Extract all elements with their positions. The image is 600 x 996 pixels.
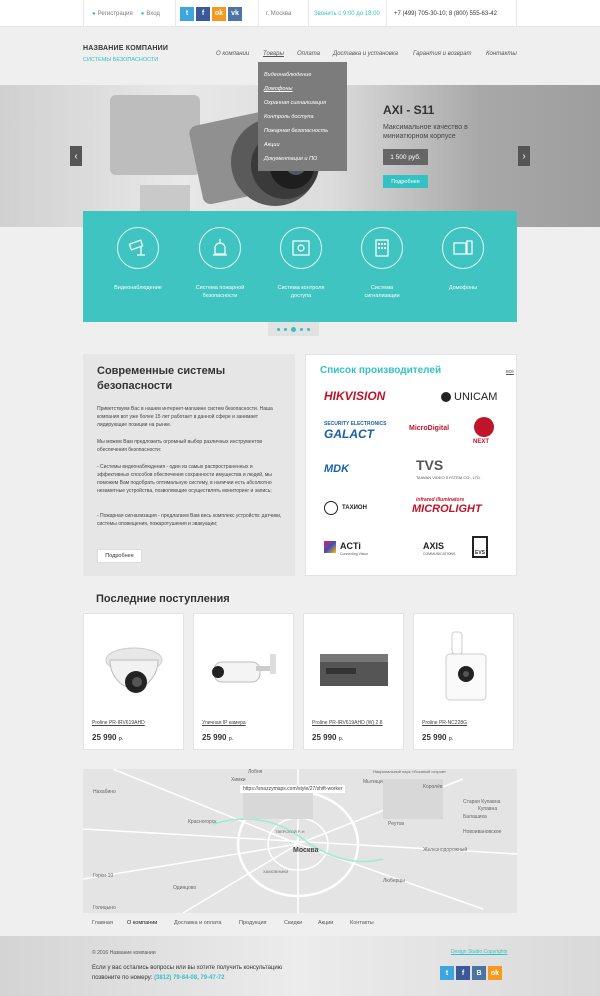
- city-selector[interactable]: г. Москва: [258, 0, 306, 27]
- nav-delivery[interactable]: Доставка и установка: [333, 51, 399, 57]
- product-price: [422, 733, 453, 742]
- product-name[interactable]: Proline PR-IRV619AHD (W) 2.8: [312, 720, 383, 726]
- map-label: Балашиха: [463, 814, 487, 820]
- footer-social: [440, 966, 504, 980]
- map-label: Новоивановское: [463, 829, 502, 835]
- nav-warranty[interactable]: Гарантия и возврат: [413, 51, 472, 57]
- facebook-icon[interactable]: f: [456, 966, 470, 980]
- footer-text-line2: [92, 975, 224, 981]
- map-label: Голицыно: [93, 905, 116, 911]
- feature-alarm-label-2: сигнализации: [364, 293, 400, 299]
- product-price-currency: р.: [118, 736, 124, 742]
- product-name[interactable]: Уличная IP камера: [202, 720, 246, 726]
- dome-camera-image: [94, 624, 175, 712]
- footer-nav-about[interactable]: О компании: [127, 920, 158, 926]
- brand-microlight[interactable]: MICROLIGHT: [412, 503, 482, 515]
- brand-tvs-sub: TAIWAN VIDEO SYSTEM CO., LTD.: [416, 475, 482, 480]
- brand-galact-sub: SECURITY ELECTRONICS: [324, 421, 387, 427]
- keypad-icon: [361, 227, 403, 269]
- map-label: Старая Купавна: [463, 799, 501, 805]
- feature-strip: [83, 211, 517, 322]
- facebook-icon[interactable]: f: [196, 7, 210, 21]
- intercom-icon: [442, 227, 484, 269]
- map-label: Красногорск: [188, 819, 217, 825]
- feature-video[interactable]: [98, 211, 178, 292]
- hero-prev-arrow[interactable]: ‹: [70, 146, 82, 166]
- about-title-line2: безопасности: [97, 380, 173, 392]
- footer-phone: (3812) 79-84-08, 79-47-72: [154, 975, 225, 981]
- manufacturers-title: Список производителей: [320, 365, 442, 376]
- product-price-value: 25 990: [312, 733, 337, 742]
- map-url[interactable]: https://snazzymaps.com/style/27/shift-worker: [240, 785, 345, 793]
- login-link[interactable]: Вход: [146, 10, 160, 17]
- brand-axis-sub: COMMUNICATIONS: [423, 552, 456, 556]
- manufacturers-all-link[interactable]: все: [506, 369, 514, 375]
- product-price: [312, 733, 343, 742]
- footer-copyright: © 2016 Название компании: [92, 950, 156, 956]
- feature-alarm-label: Система: [370, 285, 394, 291]
- lock-icon: ●: [140, 10, 145, 17]
- feature-intercom[interactable]: [423, 211, 503, 292]
- brand-axis[interactable]: AXIS: [423, 541, 445, 551]
- footer-nav-delivery[interactable]: Доставка и оплата: [174, 920, 222, 926]
- register-link[interactable]: Регистрация: [97, 10, 133, 17]
- footer-design-link[interactable]: Design Studio Copyrights: [451, 949, 508, 955]
- about-title: [97, 364, 287, 394]
- hero-next-arrow[interactable]: ›: [518, 146, 530, 166]
- map-label: Химки: [231, 777, 246, 783]
- hero-title: AXI - S11: [383, 103, 435, 117]
- company-tagline: СИСТЕМЫ БЕЗОПАСНОСТИ: [83, 57, 159, 63]
- feature-access-label-2: доступа: [290, 293, 312, 299]
- dvr-image: [314, 624, 395, 712]
- map-label: Люберцы: [383, 878, 405, 884]
- nav-products[interactable]: Товары: [263, 51, 284, 57]
- tahion-logo-icon: [324, 501, 338, 515]
- map-label: Железнодорожный: [423, 847, 468, 853]
- map-label: Национальный парк «Лосиный остров»: [373, 769, 447, 774]
- footer: [0, 936, 600, 996]
- about-paragraph-1: Приветствуем Вас в нашем интернет-магазине систем безопасности. Наша компания вот уже более 15 лет работает в данной сфере и занимает лидирующие позиции на рынке.: [97, 406, 273, 428]
- map-label: ХАМОВНИКИ: [263, 869, 289, 874]
- dropdown-item-video[interactable]: Видеонаблюдение: [264, 72, 312, 78]
- products-dropdown: [258, 62, 347, 171]
- footer-nav-sales[interactable]: Акции: [318, 920, 334, 926]
- cctv-icon: [117, 227, 159, 269]
- dropdown-item-intercom[interactable]: Домофоны: [264, 86, 293, 92]
- brand-tvs[interactable]: TVS: [416, 457, 444, 473]
- product-card[interactable]: [303, 613, 404, 750]
- map-label: Реутов: [388, 821, 405, 827]
- next-logo-icon: [474, 417, 494, 437]
- product-card[interactable]: [413, 613, 514, 750]
- product-name[interactable]: Proline PR-IRV619AHD: [92, 720, 145, 726]
- brand-microlight-sub: infrared illuminators: [416, 497, 465, 503]
- siren-icon: [199, 227, 241, 269]
- hero-subtitle-line2: миниатюрном корпусе: [383, 133, 456, 140]
- product-price-value: 25 990: [92, 733, 117, 742]
- unicam-logo-icon: [441, 392, 451, 402]
- footer-nav-contacts[interactable]: Контакты: [350, 920, 374, 926]
- map-label: Купавна: [478, 806, 498, 812]
- auth-links: [83, 0, 173, 27]
- company-name[interactable]: НАЗВАНИЕ КОМПАНИИ: [83, 45, 169, 52]
- footer-text-line1: Если у вас остались вопросы или вы хотите получить консультацию: [92, 965, 283, 971]
- map-label: Лобня: [248, 769, 263, 775]
- product-card[interactable]: [83, 613, 184, 750]
- about-more-button[interactable]: Подробнее: [97, 549, 142, 563]
- working-hours: Звонить с 9:00 до 18:00: [308, 0, 384, 27]
- brand-acti-sub: Connecting Vision: [340, 552, 369, 556]
- brand-evs[interactable]: EVS: [472, 536, 488, 558]
- map-label: Мытищи: [363, 779, 383, 785]
- product-price: [202, 733, 233, 742]
- slider-dot[interactable]: [307, 328, 310, 331]
- dropdown-item-fire[interactable]: Пожарная безопасность: [264, 128, 329, 134]
- product-price-value: 25 990: [422, 733, 447, 742]
- product-price-value: 25 990: [202, 733, 227, 742]
- vk-icon[interactable]: vk: [228, 7, 242, 21]
- brand-unicam-label: UNICAM: [454, 391, 498, 403]
- odnoklassniki-icon[interactable]: ok: [212, 7, 226, 21]
- feature-access[interactable]: [261, 211, 341, 300]
- footer-text-label: позвоните по номеру:: [92, 975, 153, 981]
- map-label: Нахабино: [93, 789, 116, 795]
- feature-intercom-label: Домофоны: [448, 285, 478, 291]
- brand-mdk[interactable]: MDK: [324, 463, 350, 475]
- hero-price: 1 500 руб.: [383, 149, 428, 165]
- product-price-currency: р.: [228, 736, 234, 742]
- feature-access-label: Система контроля: [277, 285, 325, 291]
- dropdown-item-sales[interactable]: Акции: [264, 142, 280, 148]
- feature-alarm[interactable]: [342, 211, 422, 300]
- about-section: [83, 354, 295, 576]
- about-title-line1: Современные системы: [97, 365, 226, 377]
- hero-more-button[interactable]: Подробнее: [383, 175, 428, 188]
- slider-dot-active[interactable]: [291, 327, 296, 332]
- about-paragraph-3: - Системы видеонаблюдения - один из самых распространенных и эффективных способов обеспечения сохранности имущества и людей, мы поможем Вам подобрать оптимальную систему, в наличии есть абсолютно незаметные устройства, позволяющие осуществлять мониторинг и запись;: [97, 464, 272, 494]
- slider-dot[interactable]: [300, 328, 303, 331]
- product-price: [92, 733, 123, 742]
- map[interactable]: [83, 769, 517, 913]
- slider-dot[interactable]: [284, 328, 287, 331]
- bullet-camera-image: [204, 624, 285, 712]
- twitter-icon[interactable]: t: [180, 7, 194, 21]
- product-price-currency: р.: [448, 736, 454, 742]
- nav-about[interactable]: О компании: [216, 51, 250, 57]
- dropdown-item-access[interactable]: Контроль доступа: [264, 114, 314, 120]
- product-price-currency: р.: [338, 736, 344, 742]
- product-name[interactable]: Proline PR-NC228G: [422, 720, 468, 726]
- product-card[interactable]: [193, 613, 294, 750]
- user-icon: ●: [92, 10, 96, 17]
- map-label: Горки-10: [93, 873, 114, 879]
- safe-icon: [280, 227, 322, 269]
- footer-nav-home[interactable]: Главная: [92, 920, 113, 926]
- footer-nav-products[interactable]: Продукция: [239, 920, 267, 926]
- twitter-icon[interactable]: t: [440, 966, 454, 980]
- latest-title: Последние поступления: [96, 593, 230, 605]
- slider-dot[interactable]: [277, 328, 280, 331]
- feature-fire-label-2: безопасности: [202, 293, 238, 299]
- about-paragraph-2: Мы можем Вам предложить огромный выбор различных инструментов обеспечения безопасности:: [97, 439, 263, 453]
- nav-contacts[interactable]: Контакты: [486, 51, 517, 57]
- hero-subtitle-line1: Максимальное качество в: [383, 124, 468, 131]
- brand-next[interactable]: NEXT: [473, 439, 490, 445]
- manufacturers-section: [305, 354, 517, 576]
- feature-fire[interactable]: [180, 211, 260, 300]
- footer-nav-discounts[interactable]: Скидки: [284, 920, 303, 926]
- top-bar: [0, 0, 600, 27]
- brand-hikvision[interactable]: HIKVISION: [324, 389, 386, 403]
- acti-logo-icon: [324, 541, 336, 553]
- ip-camera-image: [424, 624, 505, 712]
- brand-galact[interactable]: GALACT: [324, 427, 374, 441]
- map-label: Одинцово: [173, 885, 197, 891]
- map-label: ТВЕРСКОЙ Р-Н: [275, 829, 305, 834]
- social-links: [175, 0, 255, 27]
- dropdown-item-alarm[interactable]: Охранная сигнализация: [264, 100, 327, 106]
- feature-fire-label: Система пожарной: [195, 285, 245, 291]
- brand-unicam[interactable]: [441, 391, 497, 403]
- map-label: Королёв: [423, 784, 443, 790]
- feature-video-label: Видеонаблюдение: [114, 285, 162, 291]
- slider-pagination: [268, 322, 319, 336]
- phone-numbers: +7 (499) 705-30-10; 8 (800) 555-63-42: [386, 0, 517, 27]
- odnoklassniki-icon[interactable]: ok: [488, 966, 502, 980]
- brand-tahion[interactable]: ТАХИОН: [342, 505, 367, 511]
- brand-acti[interactable]: ACTi: [340, 541, 361, 551]
- map-label: Москва: [293, 847, 319, 854]
- vk-icon[interactable]: B: [472, 966, 486, 980]
- dropdown-item-docs[interactable]: Документация и ПО: [264, 156, 318, 162]
- brand-microdigital[interactable]: MicroDigital: [409, 425, 450, 432]
- about-paragraph-4: - Пожарная сигнализация - предлагаем Вам весь комплекс устройств: датчики, системы оповещения, пожаротушения и эвакуации;: [97, 513, 282, 527]
- nav-payment[interactable]: Оплата: [297, 51, 320, 57]
